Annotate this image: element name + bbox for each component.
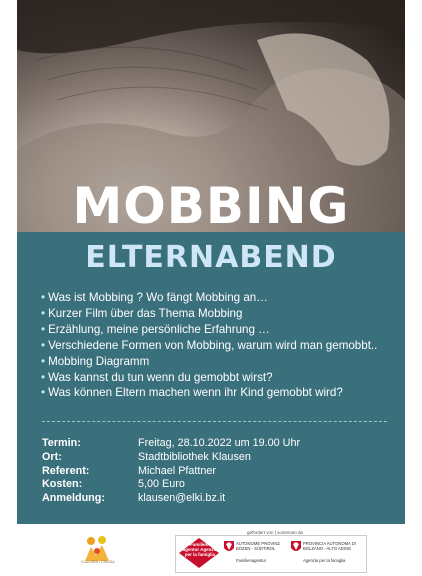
list-item: • Mobbing Diagramm — [41, 354, 401, 370]
list-item: • Was können Eltern machen wenn ihr Kind gemobbt wird? — [41, 385, 401, 401]
detail-row-kosten — [42, 478, 382, 492]
list-item: • Was kannst du tun wenn du gemobbt wirst? — [41, 370, 401, 386]
detail-label: Referent: — [42, 464, 90, 477]
list-item: • Was ist Mobbing ? Wo fängt Mobbing an… — [41, 290, 401, 306]
detail-label: Anmeldung: — [42, 492, 105, 505]
detail-label: Kosten: — [42, 478, 83, 491]
list-item: • Erzählung, meine persönliche Erfahrung … — [41, 322, 401, 338]
detail-label: Ort: — [42, 450, 62, 463]
page-title: MOBBING — [72, 177, 350, 235]
detail-value: Stadtbibliothek Klausen — [138, 450, 251, 463]
topic-list — [41, 290, 401, 401]
list-item: • Kurzer Film über das Thema Mobbing — [41, 306, 401, 322]
familienagentur-text: Familien-agentur Agenzia per la famiglia — [182, 542, 218, 557]
family-logo-text: KLAUSEN / CHIUSA — [81, 560, 115, 564]
detail-row-referent — [42, 465, 382, 479]
province-it-sub: Agenzia per la famiglia — [303, 558, 346, 563]
event-details — [42, 437, 382, 506]
detail-value: Freitag, 28.10.2022 um 19.00 Uhr — [138, 437, 301, 449]
detail-row-anmeldung — [42, 492, 382, 506]
page-subtitle: ELTERNABEND — [85, 240, 337, 275]
eagle-crest-icon — [223, 540, 235, 554]
province-it-text: PROVINCIA AUTONOMA DI BOLZANO - ALTO ADIGE — [303, 541, 356, 551]
detail-row-ort — [42, 451, 382, 465]
detail-label: Termin: — [42, 437, 81, 449]
detail-value: 5,00 Euro — [138, 478, 185, 491]
sponsor-caption: gefördert von | sostenuto da — [247, 530, 303, 535]
dashed-divider — [42, 421, 387, 422]
eagle-crest-icon — [290, 540, 302, 554]
list-item: • Verschiedene Formen von Mobbing, warum wird man gemobbt.. — [41, 338, 401, 354]
detail-value[interactable]: klausen@elki.bz.it — [138, 492, 226, 505]
province-de-text: AUTONOME PROVINZ BOZEN - SÜDTIROL — [236, 541, 280, 551]
detail-row-termin — [42, 437, 382, 451]
detail-value: Michael Pfattner — [138, 464, 217, 477]
province-de-sub: Familienagentur — [236, 558, 267, 563]
